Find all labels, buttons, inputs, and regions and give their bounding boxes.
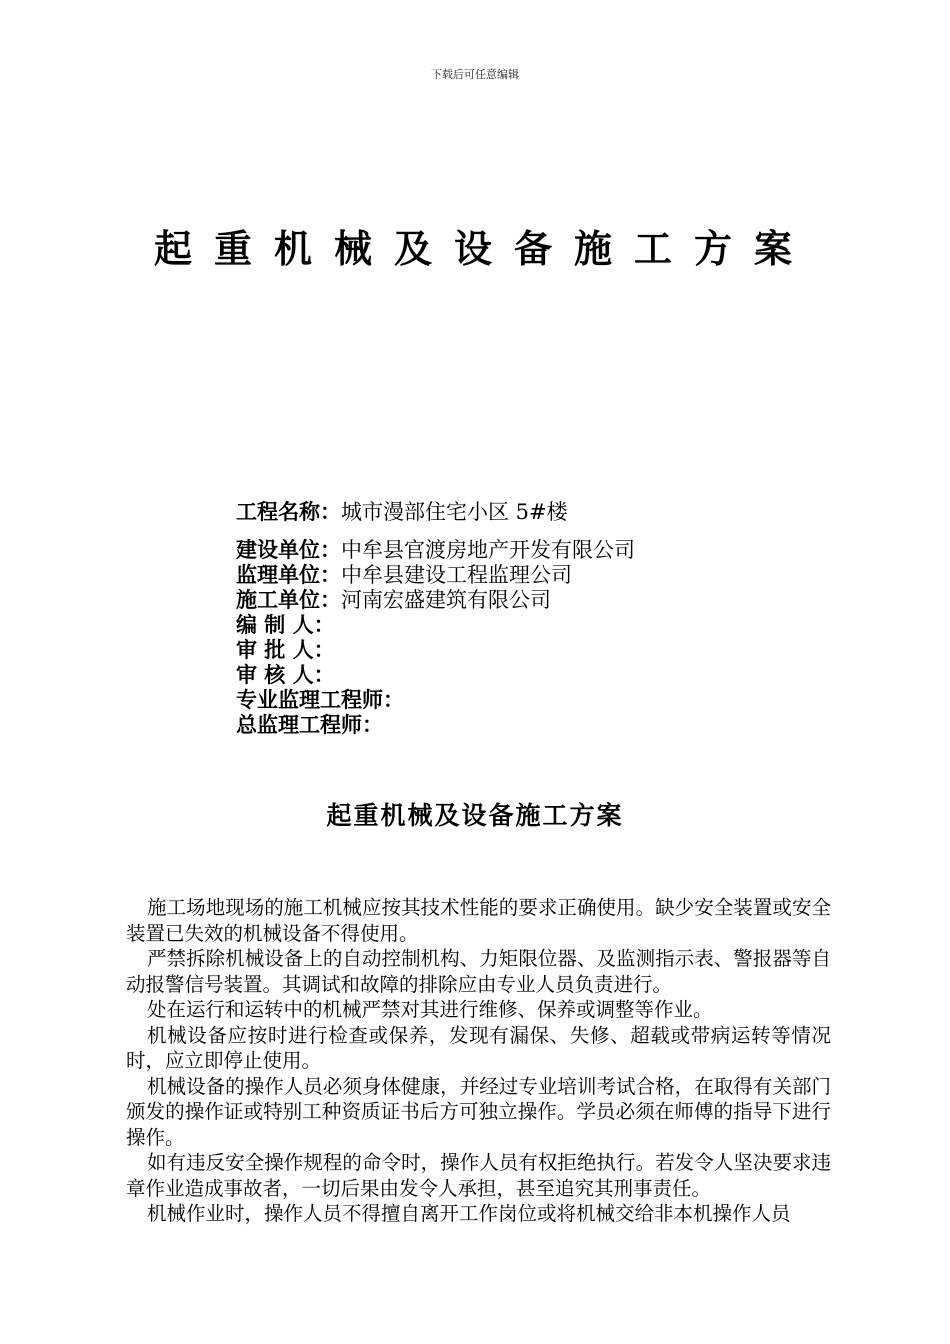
paragraph: 严禁拆除机械设备上的自动控制机构、力矩限位器、及监测指示表、警报器等自动报警信号装置。其调试和故障的排除应由专业人员负责进行。 [126,947,831,996]
info-row-reviewer [236,663,836,688]
info-value: 河南宏盛建筑有限公司 [341,588,551,612]
info-label: 审 核 人： [236,663,335,687]
info-label: 总监理工程师： [236,713,383,737]
info-value: 中牟县官渡房地产开发有限公司 [341,538,635,562]
info-row-supervisor [236,563,836,588]
info-label: 施工单位： [236,588,341,612]
info-label: 审 批 人： [236,638,335,662]
paragraph: 施工场地现场的施工机械应按其技术性能的要求正确使用。缺少安全装置或安全装置已失效的机械设备不得使用。 [126,896,831,945]
body-text [126,895,831,1227]
info-row-contractor [236,588,836,613]
info-value: 城市漫部住宅小区 5#楼 [341,500,568,524]
paragraph: 机械作业时，操作人员不得擅自离开工作岗位或将机械交给非本机操作人员 [147,1202,791,1225]
info-row-approver [236,638,836,663]
section-title: 起重机械及设备施工方案 [326,801,624,830]
info-label: 监理单位： [236,563,341,587]
main-title: 起重机械及设备施工方案 [154,227,815,271]
paragraph: 处在运行和运转中的机械严禁对其进行维修、保养或调整等作业。 [147,998,713,1021]
info-label: 工程名称： [236,500,341,524]
info-row-chief-engineer [236,713,836,738]
info-label: 专业监理工程师： [236,688,404,712]
info-row-developer [236,538,836,563]
info-row-project-name [236,500,836,525]
info-label: 建设单位： [236,538,341,562]
project-info-block [236,500,836,738]
info-row-compiler [236,613,836,638]
header-note: 下载后可任意编辑 [431,68,519,81]
info-value: 中牟县建设工程监理公司 [341,563,572,587]
paragraph: 机械设备的操作人员必须身体健康，并经过专业培训考试合格，在取得有关部门颁发的操作证或特别工种资质证书后方可独立操作。学员必须在师傅的指导下进行操作。 [126,1074,831,1149]
info-label: 编 制 人： [236,613,335,637]
paragraph: 如有违反安全操作规程的命令时，操作人员有权拒绝执行。若发令人坚决要求违章作业造成事故者，一切后果由发令人承担，甚至追究其刑事责任。 [126,1151,831,1200]
info-row-specialist-engineer [236,688,836,713]
paragraph: 机械设备应按时进行检查或保养，发现有漏保、失修、超载或带病运转等情况时，应立即停止使用。 [126,1023,831,1072]
